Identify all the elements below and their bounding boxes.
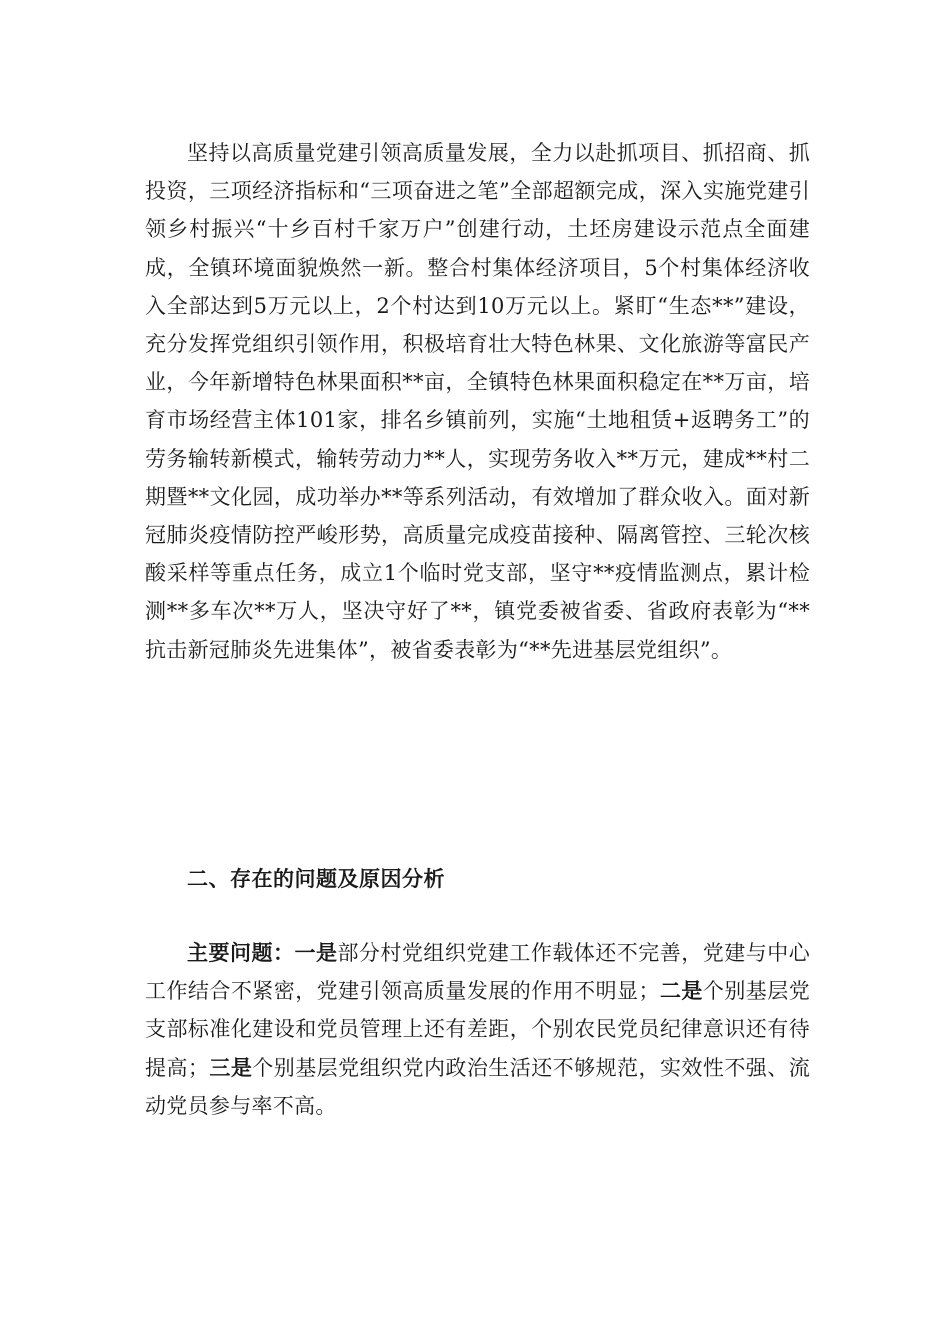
point-1-text: 部分村党组织党建工作载体还不完善，党建与中心工作结合不紧密，党建引领高质量发展的作用不明显； <box>145 941 810 1004</box>
section-heading-problems: 二、存在的问题及原因分析 <box>187 867 445 891</box>
lead-label: 主要问题： <box>187 941 295 965</box>
body-paragraph-achievements: 坚持以高质量党建引领高质量发展，全力以赴抓项目、抓招商、抓投资，三项经济指标和“三项奋进之笔”全部超额完成，深入实施党建引领乡村振兴“十乡百村千家万户”创建行动，土坯房建设示范点全面建成，全镇环境面貌焕然一新。整合村集体经济项目，5个村集体经济收入全部达到5万元以上，2个村达到10万元以上。紧盯“生态**”建设，充分发挥党组织引领作用，积极培育壮大特色林果、文化旅游等富民产业，今年新增特色林果面积**亩，全镇特色林果面积稳定在**万亩，培育市场经营主体101家，排名乡镇前列，实施“土地租赁+返聘务工”的劳务输转新模式，输转劳动力**人，实现劳务收入**万元，建成**村二期暨**文化园，成功举办**等系列活动，有效增加了群众收入。面对新冠肺炎疫情防控严峻形势，高质量完成疫苗接种、隔离管控、三轮次核酸采样等重点任务，成立1个临时党支部，坚守**疫情监测点，累计检测**多车次**万人，坚决守好了**，镇党委被省委、省政府表彰为“**抗击新冠肺炎先进集体”，被省委表彰为“**先进基层党组织”。 <box>145 141 810 662</box>
point-2-label: 二是 <box>659 979 703 1004</box>
point-3-text: 个别基层党组织党内政治生活还不够规范，实效性不强、流动党员参与率不高。 <box>145 1055 810 1118</box>
point-1-label: 一是 <box>294 941 338 965</box>
point-3-label: 三是 <box>209 1055 253 1080</box>
body-paragraph-problems <box>145 934 810 1125</box>
point-2-text: 个别基层党支部标准化建设和党员管理上还有差距，个别农民党员纪律意识还有待提高； <box>145 979 810 1080</box>
